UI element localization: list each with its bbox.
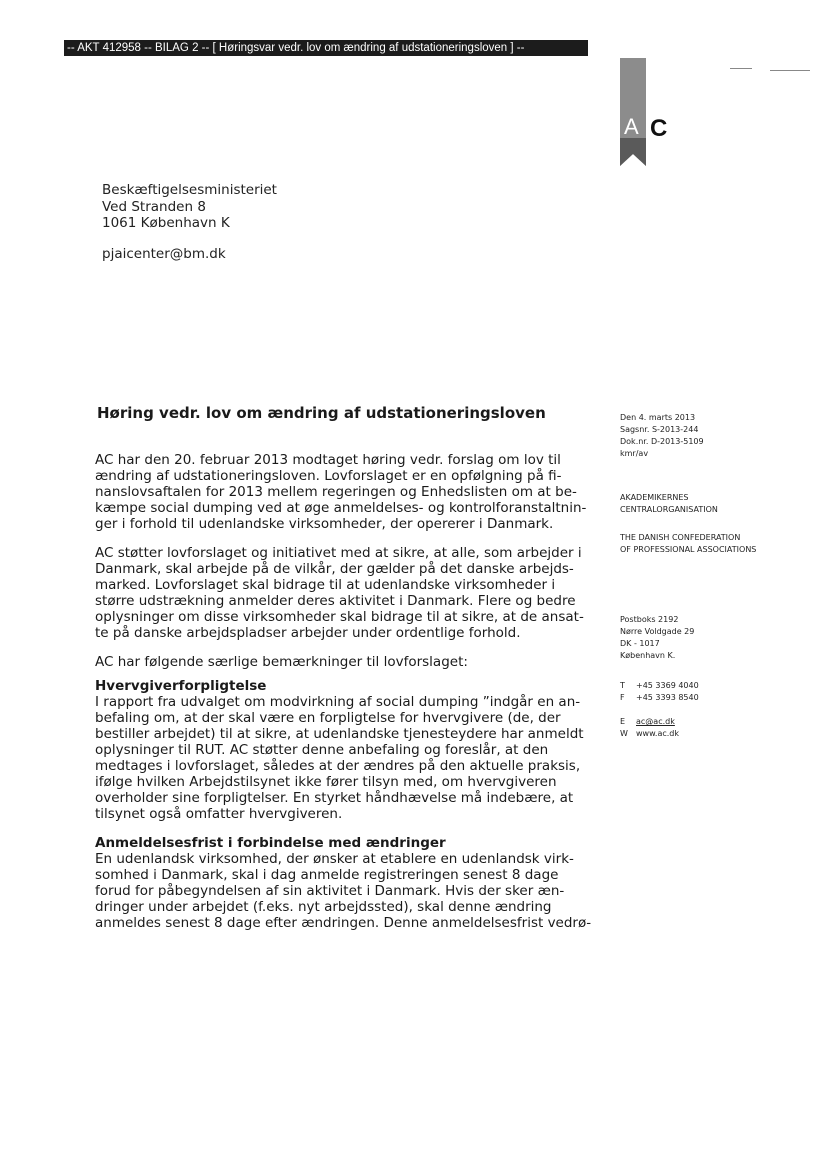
sidebar-contact	[620, 680, 810, 704]
body-text-line: anmeldes senest 8 dage efter ændringen. Denne anmeldelsesfrist vedrø-	[95, 915, 592, 931]
paragraph-spacer	[95, 532, 585, 545]
scan-artifact	[770, 70, 810, 71]
letter-date: Den 4. marts 2013	[620, 413, 696, 422]
body-text-line: nanslovsaftalen for 2013 mellem regeringen og Enhedslisten om at be-	[95, 484, 577, 500]
body-text-line: ifølge hvilken Arbejdstilsynet ikke fører tilsyn med, om hvervgiveren	[95, 774, 557, 790]
body-text-line: Danmark, skal arbejde på de vilkår, der gælder på det danske arbejds-	[95, 561, 574, 577]
org-name-line: OF PROFESSIONAL ASSOCIATIONS	[620, 545, 757, 554]
recipient-email[interactable]: pjaicenter@bm.dk	[102, 246, 226, 262]
fax-row	[620, 692, 810, 704]
body-text-line: dringer under arbejdet (f.eks. nyt arbejdssted), skal denne ændring	[95, 899, 552, 915]
recipient-address	[102, 182, 277, 232]
body-text-line: marked. Lovforslaget skal bidrage til at udenlandske virksomheder i	[95, 577, 556, 593]
sidebar-meta	[620, 412, 810, 460]
recipient-name: Beskæftigelsesministeriet	[102, 182, 277, 198]
email-row	[620, 716, 810, 728]
body-text-line: En udenlandsk virksomhed, der ønsker at etablere en udenlandsk virk-	[95, 851, 574, 867]
body-text-line: AC har følgende særlige bemærkninger til lovforslaget:	[95, 654, 468, 670]
fax-label: F	[620, 693, 625, 702]
letter-title: Høring vedr. lov om ændring af udstationeringsloven	[97, 404, 546, 422]
web-row	[620, 728, 810, 740]
case-number: Sagsnr. S-2013-244	[620, 425, 699, 434]
recipient-city: 1061 København K	[102, 215, 230, 231]
sidebar-online	[620, 716, 810, 740]
email-label: E	[620, 717, 626, 726]
paragraph-spacer	[95, 822, 585, 835]
org-name-line: THE DANISH CONFEDERATION	[620, 533, 741, 542]
document-number: Dok.nr. D-2013-5109	[620, 437, 704, 446]
body-text-line: ger i forhold til udenlandske virksomheder, der opererer i Danmark.	[95, 516, 554, 532]
paragraph-spacer	[95, 670, 585, 678]
svg-text:A: A	[624, 114, 639, 139]
body-text-line: ændring af udstationeringsloven. Lovforslaget er en opfølgning på fi-	[95, 468, 562, 484]
body-text-line: kæmpe social dumping ved at øge anmeldelses- og kontrolforanstaltnin-	[95, 500, 587, 516]
initials: kmr/av	[620, 449, 649, 458]
phone-value: +45 3369 4040	[636, 681, 699, 690]
email-link[interactable]: ac@ac.dk	[636, 717, 675, 726]
body-text-line: overholder sine forpligtelser. En styrket håndhævelse må indebære, at	[95, 790, 574, 806]
body-text-line: AC har den 20. februar 2013 modtaget høring vedr. forslag om lov til	[95, 452, 561, 468]
body-text-line: oplysninger til RUT. AC støtter denne anbefaling og foreslår, at den	[95, 742, 549, 758]
sidebar-org-english	[620, 532, 810, 556]
body-text-line: te på danske arbejdspladser arbejder under ordentlige forhold.	[95, 625, 521, 641]
paragraph-spacer	[95, 641, 585, 654]
body-text-line: somhed i Danmark, skal i dag anmelde registreringen senest 8 dage	[95, 867, 559, 883]
address-line: DK - 1017	[620, 639, 660, 648]
svg-text:C: C	[650, 115, 668, 142]
recipient-street: Ved Stranden 8	[102, 198, 206, 215]
document-header-bar: -- AKT 412958 -- BILAG 2 -- [ Høringsvar vedr. lov om ændring af udstationeringsloven ] --	[64, 40, 588, 56]
phone-label: T	[620, 681, 625, 690]
fax-value: +45 3393 8540	[636, 693, 699, 702]
body-text-line: AC støtter lovforslaget og initiativet med at sikre, at alle, som arbejder i	[95, 545, 582, 561]
address-line: Nørre Voldgade 29	[620, 627, 695, 636]
section-heading: Hvervgiverforpligtelse	[95, 678, 267, 694]
body-text-line: I rapport fra udvalget om modvirkning af social dumping ”indgår en an-	[95, 694, 581, 710]
body-text-line: bestiller arbejdet) til at sikre, at udenlandske tjenesteydere har anmeldt	[95, 726, 584, 742]
ac-logo	[620, 58, 680, 173]
address-line: Postboks 2192	[620, 615, 679, 624]
sidebar-org-danish	[620, 492, 810, 516]
web-link[interactable]: www.ac.dk	[636, 729, 679, 738]
phone-row	[620, 680, 810, 692]
web-label: W	[620, 729, 628, 738]
sidebar-address	[620, 614, 810, 662]
body-text-line: medtages i lovforslaget, således at der ændres på den aktuelle praksis,	[95, 758, 581, 774]
address-line: København K.	[620, 651, 676, 660]
body-text-line: større udstrækning anmelder deres aktivitet i Danmark. Flere og bedre	[95, 593, 576, 609]
body-text-line: befaling om, at der skal være en forpligtelse for hvervgivere (de, der	[95, 710, 561, 726]
org-name-line: CENTRALORGANISATION	[620, 505, 718, 514]
letter-body	[95, 452, 592, 931]
org-name-line: AKADEMIKERNES	[620, 493, 689, 502]
body-text-line: forud for påbegyndelsen af sin aktivitet i Danmark. Hvis der sker æn-	[95, 883, 565, 899]
section-heading: Anmeldelsesfrist i forbindelse med ændringer	[95, 835, 446, 851]
body-text-line: oplysninger om disse virksomheder skal bidrage til at sikre, at de ansat-	[95, 609, 584, 625]
scan-artifact	[730, 68, 752, 69]
body-text-line: tilsynet også omfatter hvervgiveren.	[95, 806, 343, 822]
